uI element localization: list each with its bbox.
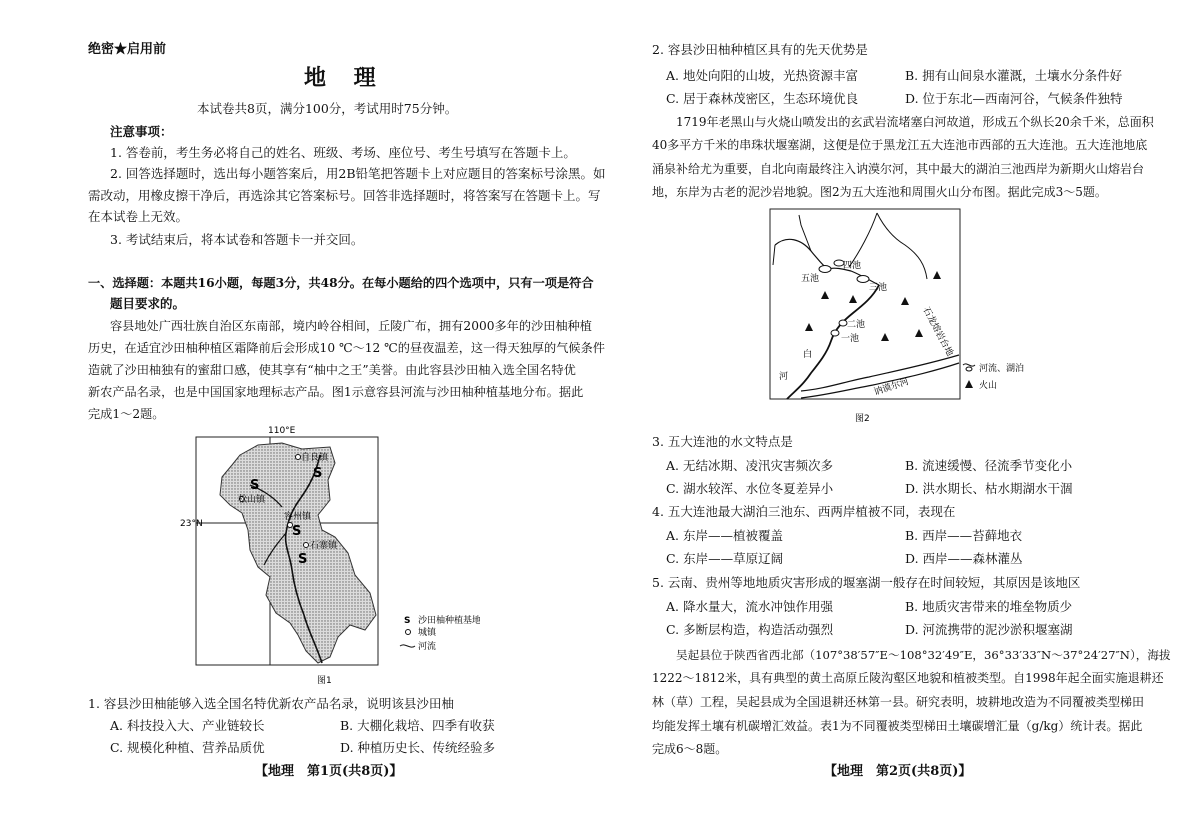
passage-line: 40多平方千米的串珠状堰塞湖，这便是位于黑龙江五大连池市西部的五大连池。五大连池地底 [652,138,1148,152]
lake-sanchi [857,276,869,283]
passage-line: 容县地处广西壮族自治区东南部，境内岭谷相间，丘陵广布，拥有2000多年的沙田柚种植 [110,319,592,333]
passage-line: 完成6～8题。 [652,742,728,756]
legend-label: 沙田柚种植基地 [418,616,480,626]
volcano-icon [901,297,909,305]
river-line [849,213,877,267]
q3-option-b: B. 流速缓慢、径流季节变化小 [905,458,1073,473]
legend-label: 城镇 [418,628,437,638]
lake-yichi [831,330,839,336]
town-label: 石寨镇 [310,541,338,551]
lake-wuchi [819,266,831,273]
q4-option-c: C. 东岸——草原辽阔 [666,551,784,566]
volcano-icon [849,295,857,303]
base-symbol: S [313,466,323,481]
town-label: 松山镇 [238,495,266,505]
passage-line: 造就了沙田柚独有的蜜甜口感，使其享有“柚中之王”美誉。由此容县沙田柚入选全国名特优 [88,363,576,377]
q4-option-a: A. 东岸——植被覆盖 [666,528,783,543]
river-label: 河 [779,372,789,382]
town-label: 自良镇 [301,453,329,463]
q2-option-c: C. 居于森林茂密区，生态环境优良 [666,91,859,106]
river-label: 白 [803,350,813,360]
river-line [775,239,827,269]
passage-line: 吴起县位于陕西省西北部（107°38′57″E～108°32′49″E，36°33′33″N～37°24′27″N），海拔 [676,648,1171,662]
q5-option-c: C. 多断层构造，构造活动强烈 [666,622,834,637]
q3-option-c: C. 湖水较浑、水位冬夏差异小 [666,481,834,496]
lake-label: 三池 [869,283,888,293]
q1-option-b: B. 大棚化栽培、四季有收获 [340,718,495,733]
q2-option-b: B. 拥有山间泉水灌溉，土壤水分条件好 [905,68,1123,83]
q4-option-d: D. 西岸——森林灌丛 [905,551,1023,566]
river-line [877,213,927,279]
figure-2-map [765,205,1045,430]
legend-symbol-town [406,630,411,635]
q5-option-b: B. 地质灾害带来的堆垒物质少 [905,599,1073,614]
volcano-icon [805,323,813,331]
figure-caption: 图1 [317,676,332,686]
legend-symbol-river [400,645,415,647]
q1-option-a: A. 科技投入大、产业链较长 [110,718,265,733]
question-2-stem: 2. 容县沙田柚种植区具有的先天优势是 [652,42,868,57]
q2-option-a: A. 地处向阳的山坡，光热资源丰富 [666,68,858,83]
lake-label: 五池 [801,274,820,284]
legend-symbol-river [963,364,975,366]
passage-line: 林（草）工程，吴起县成为全国退耕还林第一县。研究表明，坡耕地改造为不同覆被类型梯田 [652,695,1145,709]
volcano-icon [821,291,829,299]
legend-label: 河流、湖泊 [979,364,1025,374]
section-heading-cont: 题目要求的。 [110,296,186,311]
q5-option-a: A. 降水量大，流水冲蚀作用强 [666,599,833,614]
volcano-icon [965,380,973,388]
base-symbol: S [298,552,308,567]
map-svg [180,425,480,690]
figure-caption: 图2 [855,414,870,424]
legend-label: 河流 [418,642,437,652]
passage-line: 新农产品名录，也是中国国家地理标志产品。图1示意容县河流与沙田柚种植基地分布。据此 [88,385,584,399]
town-point [288,523,293,528]
passage-line: 均能发挥土壤有机碳增汇效益。表1为不同覆被类型梯田土壤碳增汇量（g/kg）统计表。据此 [652,719,1143,733]
legend-symbol-base: S [404,616,411,626]
q3-option-a: A. 无结冰期、凌汛灾害频次多 [666,458,833,473]
town-point [304,543,309,548]
q1-option-c: C. 规模化种植、营养品质优 [110,740,265,755]
longitude-label: 110°E [268,426,296,436]
exam-title: 地 理 [304,65,386,91]
question-4-stem: 4. 五大连池最大湖泊三池东、西两岸植被不同，表现在 [652,504,956,519]
notice-title: 注意事项： [110,124,173,139]
volcano-icon [933,271,941,279]
q4-option-b: B. 西岸——苔藓地衣 [905,528,1023,543]
map-svg [765,205,1045,430]
lake-erchi [839,320,847,326]
lake-label: 二池 [847,320,866,330]
base-symbol: S [250,478,260,493]
page-footer: 【地理 第1页(共8页)】 [255,764,403,779]
question-3-stem: 3. 五大连池的水文特点是 [652,434,793,449]
passage-line: 1719年老黑山与火烧山喷发出的玄武岩流堵塞白河故道，形成五个纵长20余千米，总面积 [676,115,1154,129]
q2-option-d: D. 位于东北—西南河谷，气候条件独特 [905,91,1123,106]
notice-line: 2. 回答选择题时，选出每小题答案后，用2B铅笔把答题卡上对应题目的答案标号涂黑。如 [110,166,606,181]
q5-option-d: D. 河流携带的泥沙淤积堰塞湖 [905,622,1073,637]
shilong-label: 石龙熔岩台地 [920,305,955,359]
legend-symbol-lake [966,367,972,371]
page-2 [600,0,1200,821]
lake-label: 一池 [841,334,860,344]
section-heading: 一、选择题：本题共16小题，每题3分，共48分。在每小题给的四个选项中，只有一项是符合 [88,276,594,290]
passage-line: 涌泉补给尤为重要，自北向南最终注入讷漠尔河，其中最大的湖泊三池西岸为新期火山熔岩台 [652,162,1145,176]
q1-option-d: D. 种植历史长、传统经验多 [340,740,496,755]
notice-line: 需改动，用橡皮擦干净后，再选涂其它答案标号。回答非选择题时，将答案写在答题卡上。写 [88,188,601,203]
passage-line: 历史，在适宜沙田柚种植区霜降前后会形成10 ℃～12 ℃的昼夜温差，这一得天独厚的气候条件 [88,341,605,355]
bai-river [787,285,879,399]
q3-option-d: D. 洪水期长、枯水期湖水干涸 [905,481,1073,496]
volcano-icon [881,333,889,341]
lake-label: 四池 [843,261,862,271]
base-symbol: S [292,524,302,539]
latitude-label: 23°N [180,519,203,529]
notice-line: 3. 考试结束后，将本试卷和答题卡一并交回。 [110,232,364,247]
town-point [296,455,301,460]
namoer-label: 讷谟尔河 [872,377,911,398]
legend-label: 火山 [979,381,998,391]
passage-line: 地，东岸为古老的泥沙岩地貌。图2为五大连池和周围火山分布图。据此完成3～5题。 [652,185,1107,199]
notice-line: 在本试卷上无效。 [88,209,189,224]
exam-subtitle: 本试卷共8页，满分100分，考试用时75分钟。 [197,101,458,116]
notice-line: 1. 答卷前，考生务必将自己的姓名、班级、考场、座位号、考生号填写在答题卡上。 [110,145,576,160]
town-label: 容州镇 [284,512,312,522]
passage-line: 完成1～2题。 [88,407,165,421]
question-5-stem: 5. 云南、贵州等地地质灾害形成的堰塞湖一般存在时间较短，其原因是该地区 [652,575,1081,590]
volcano-icon [915,329,923,337]
figure-1-map [180,425,480,690]
page-footer: 【地理 第2页(共8页)】 [824,764,972,779]
question-1-stem: 1. 容县沙田柚能够入选全国名特优新农产品名录，说明该县沙田柚 [88,696,454,711]
secret-label: 绝密★启用前 [88,42,167,57]
passage-line: 1222～1812米，具有典型的黄土高原丘陵沟壑区地貌和植被类型。自1998年起全面实施退耕还 [652,671,1164,685]
